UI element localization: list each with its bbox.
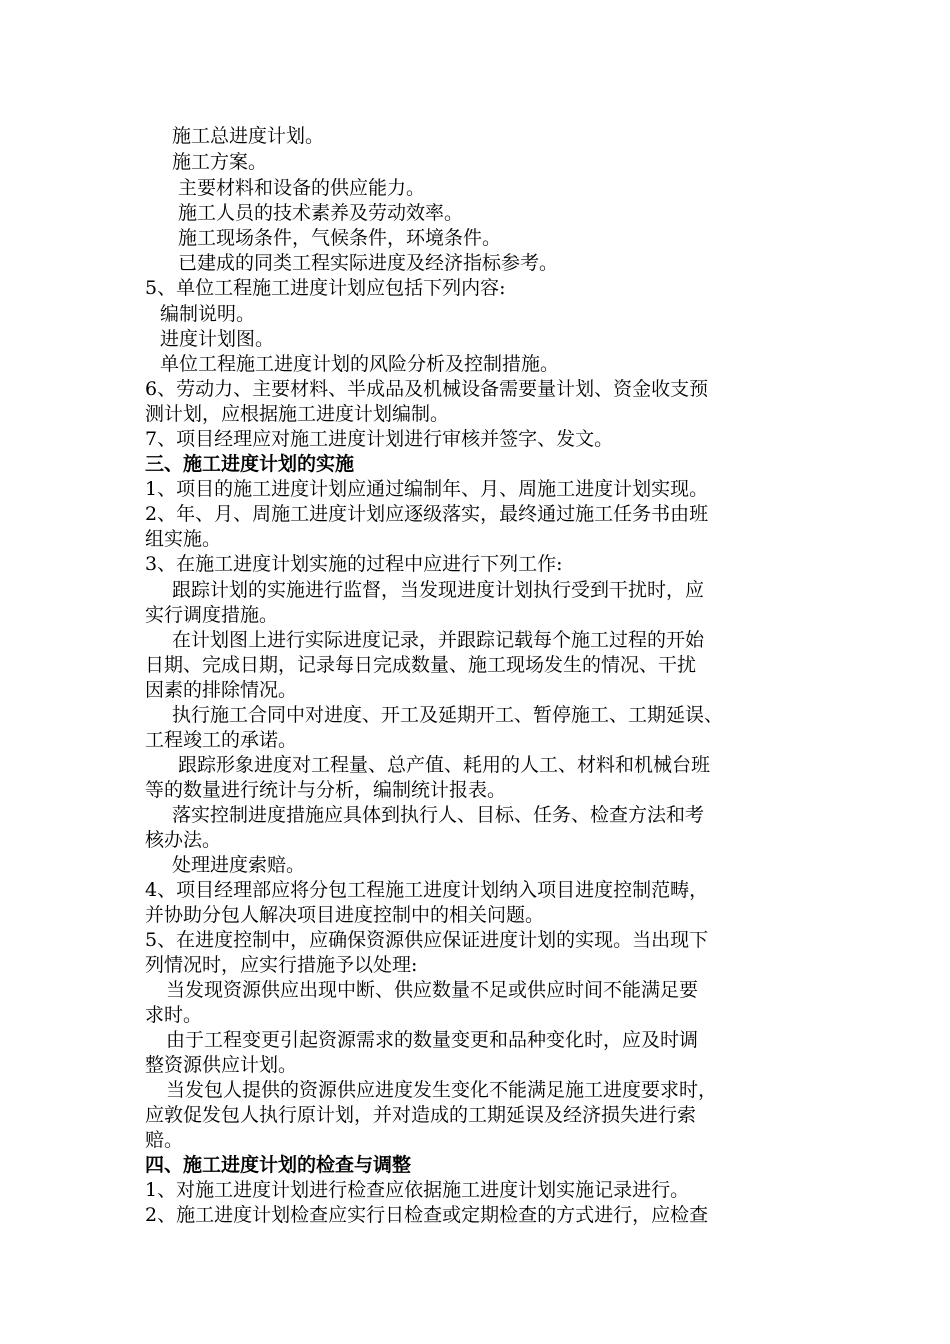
text-line: 编制说明。 [160, 303, 256, 325]
section-heading: 四、施工进度计划的检查与调整 [145, 1154, 412, 1176]
text-line: 2、施工进度计划检查应实行日检查或定期检查的方式进行，应检查 [145, 1204, 709, 1226]
text-line: 处理进度索赔。 [172, 854, 306, 876]
text-line: 5、在进度控制中，应确保资源供应保证进度计划的实现。当出现下 [145, 929, 709, 951]
text-line: 已建成的同类工程实际进度及经济指标参考。 [178, 252, 559, 274]
text-line: 组实施。 [145, 528, 222, 550]
text-line: 3、在施工进度计划实施的过程中应进行下列工作: [145, 553, 563, 575]
text-line: 施工总进度计划。 [172, 125, 325, 147]
text-line: 工程竣工的承诺。 [145, 729, 298, 751]
text-line: 因素的排除情况。 [145, 679, 298, 701]
text-line: 当发现资源供应出现中断、供应数量不足或供应时间不能满足要 [166, 979, 699, 1001]
text-line: 6、劳动力、主要材料、半成品及机械设备需要量计划、资金收支预 [145, 378, 709, 400]
text-line: 并协助分包人解决项目进度控制中的相关问题。 [145, 904, 545, 926]
text-line: 1、项目的施工进度计划应通过编制年、月、周施工进度计划实现。 [145, 478, 709, 500]
text-line: 测计划，应根据施工进度计划编制。 [145, 403, 450, 425]
text-line: 进度计划图。 [160, 328, 275, 350]
text-line: 实行调度措施。 [145, 604, 279, 626]
text-line: 列情况时，应实行措施予以处理: [145, 954, 418, 976]
text-line: 核办法。 [145, 829, 222, 851]
text-line: 落实控制进度措施应具体到执行人、目标、任务、检查方法和考 [172, 804, 705, 826]
text-line: 7、项目经理应对施工进度计划进行审核并签字、发文。 [145, 428, 614, 450]
text-line: 执行施工合同中对进度、开工及延期开工、暂停施工、工期延误、 [172, 704, 724, 726]
text-line: 应敦促发包人执行原计划，并对造成的工期延误及经济损失进行索 [145, 1104, 697, 1126]
text-line: 求时。 [145, 1004, 203, 1026]
text-line: 日期、完成日期，记录每日完成数量、施工现场发生的情况、干扰 [145, 654, 697, 676]
text-line: 等的数量进行统计与分析，编制统计报表。 [145, 779, 507, 801]
text-line: 施工方案。 [172, 151, 268, 173]
text-line: 施工人员的技术素养及劳动效率。 [178, 202, 464, 224]
text-line: 由于工程变更引起资源需求的数量变更和品种变化时，应及时调 [166, 1029, 699, 1051]
text-line: 跟踪计划的实施进行监督，当发现进度计划执行受到干扰时，应 [172, 579, 705, 601]
section-heading: 三、施工进度计划的实施 [145, 453, 355, 475]
text-line: 跟踪形象进度对工程量、总产值、耗用的人工、材料和机械台班 [178, 754, 711, 776]
text-line: 4、项目经理部应将分包工程施工进度计划纳入项目进度控制范畴， [145, 879, 709, 901]
text-line: 单位工程施工进度计划的风险分析及控制措施。 [160, 353, 560, 375]
text-line: 2、年、月、周施工进度计划应逐级落实，最终通过施工任务书由班 [145, 503, 709, 525]
text-line: 整资源供应计划。 [145, 1054, 298, 1076]
text-line: 赔。 [145, 1129, 184, 1151]
text-line: 5、单位工程施工进度计划应包括下列内容: [145, 277, 506, 299]
text-line: 施工现场条件，气候条件，环境条件。 [178, 227, 502, 249]
text-line: 在计划图上进行实际进度记录，并跟踪记载每个施工过程的开始 [172, 629, 705, 651]
text-line: 1、对施工进度计划进行检查应依据施工进度计划实施记录进行。 [145, 1179, 690, 1201]
text-line: 当发包人提供的资源供应进度发生变化不能满足施工进度要求时， [166, 1079, 718, 1101]
text-line: 主要材料和设备的供应能力。 [178, 177, 426, 199]
